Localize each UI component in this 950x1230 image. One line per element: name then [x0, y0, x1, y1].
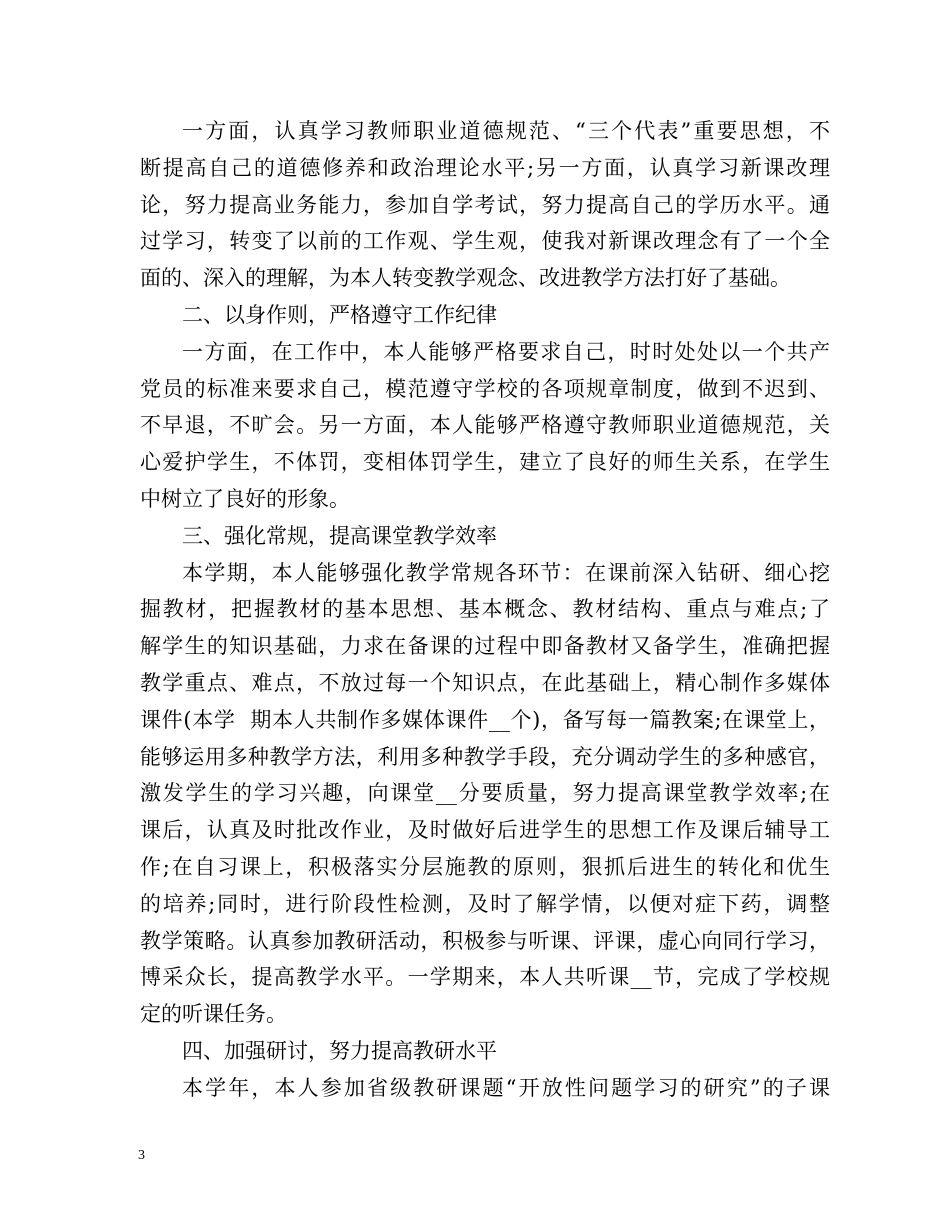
- paragraph-line: 心爱护学生，不体罚，变相体罚学生，建立了良好的师生关系，在学生: [140, 450, 830, 475]
- paragraph-line: 定的听课任务。: [140, 1002, 287, 1027]
- document-body: [140, 113, 830, 1107]
- paragraph-line: 一方面，认真学习教师职业道德规范、“三个代表”重要思想，不: [182, 119, 830, 143]
- paragraph-line: 的培养;同时，进行阶段性检测，及时了解学情，以便对症下药，调整: [140, 891, 830, 916]
- paragraph-line: 本学年，本人参加省级教研课题“开放性问题学习的研究”的子课: [182, 1075, 830, 1100]
- paragraph-line: 一方面，在工作中，本人能够严格要求自己，时时处处以一个共产: [182, 339, 830, 364]
- paragraph-line: 能够运用多种教学方法，利用多种教学手段，充分调动学生的多种感官，: [140, 744, 830, 769]
- paragraph-line: 课件(本学 期本人共制作多媒体课件__个)，备写每一篇教案;在课堂上，: [140, 707, 830, 732]
- section-heading: 二、以身作则，严格遵守工作纪律: [182, 302, 497, 327]
- paragraph-line: 博采众长，提高教学水平。一学期来，本人共听课__节，完成了学校规: [140, 965, 830, 990]
- page-number: 3: [138, 1148, 145, 1163]
- paragraph-line: 解学生的知识基础，力求在备课的过程中即备教材又备学生，准确把握: [140, 634, 830, 659]
- paragraph-line: 过学习，转变了以前的工作观、学生观，使我对新课改理念有了一个全: [140, 229, 830, 254]
- section-heading: 四、加强研讨，努力提高教研水平: [182, 1038, 497, 1063]
- paragraph-line: 论，努力提高业务能力，参加自学考试，努力提高自己的学历水平。通: [140, 192, 830, 217]
- paragraph-line: 中树立了良好的形象。: [140, 486, 350, 511]
- paragraph-line: 作;在自习课上，积极落实分层施教的原则，狠抓后进生的转化和优生: [140, 854, 830, 879]
- paragraph-line: 激发学生的学习兴趣，向课堂__分要质量，努力提高课堂教学效率;在: [140, 781, 830, 806]
- paragraph-line: 面的、深入的理解，为本人转变教学观念、改进教学方法打好了基础。: [140, 266, 791, 291]
- paragraph-line: 课后，认真及时批改作业，及时做好后进学生的思想工作及课后辅导工: [140, 818, 830, 843]
- paragraph-line: 本学期，本人能够强化教学常规各环节：在课前深入钻研、细心挖: [182, 560, 830, 585]
- paragraph-line: 不早退，不旷会。另一方面，本人能够严格遵守教师职业道德规范，关: [140, 413, 830, 438]
- section-heading: 三、强化常规，提高课堂教学效率: [182, 523, 497, 548]
- paragraph-line: 教学策略。认真参加教研活动，积极参与听课、评课，虚心向同行学习，: [140, 928, 830, 953]
- paragraph-line: 教学重点、难点，不放过每一个知识点，在此基础上，精心制作多媒体: [140, 670, 830, 695]
- paragraph-line: 断提高自己的道德修养和政治理论水平;另一方面，认真学习新课改理: [140, 155, 830, 180]
- paragraph-line: 党员的标准来要求自己，模范遵守学校的各项规章制度，做到不迟到、: [140, 376, 830, 401]
- paragraph-line: 掘教材，把握教材的基本思想、基本概念、教材结构、重点与难点;了: [140, 597, 830, 622]
